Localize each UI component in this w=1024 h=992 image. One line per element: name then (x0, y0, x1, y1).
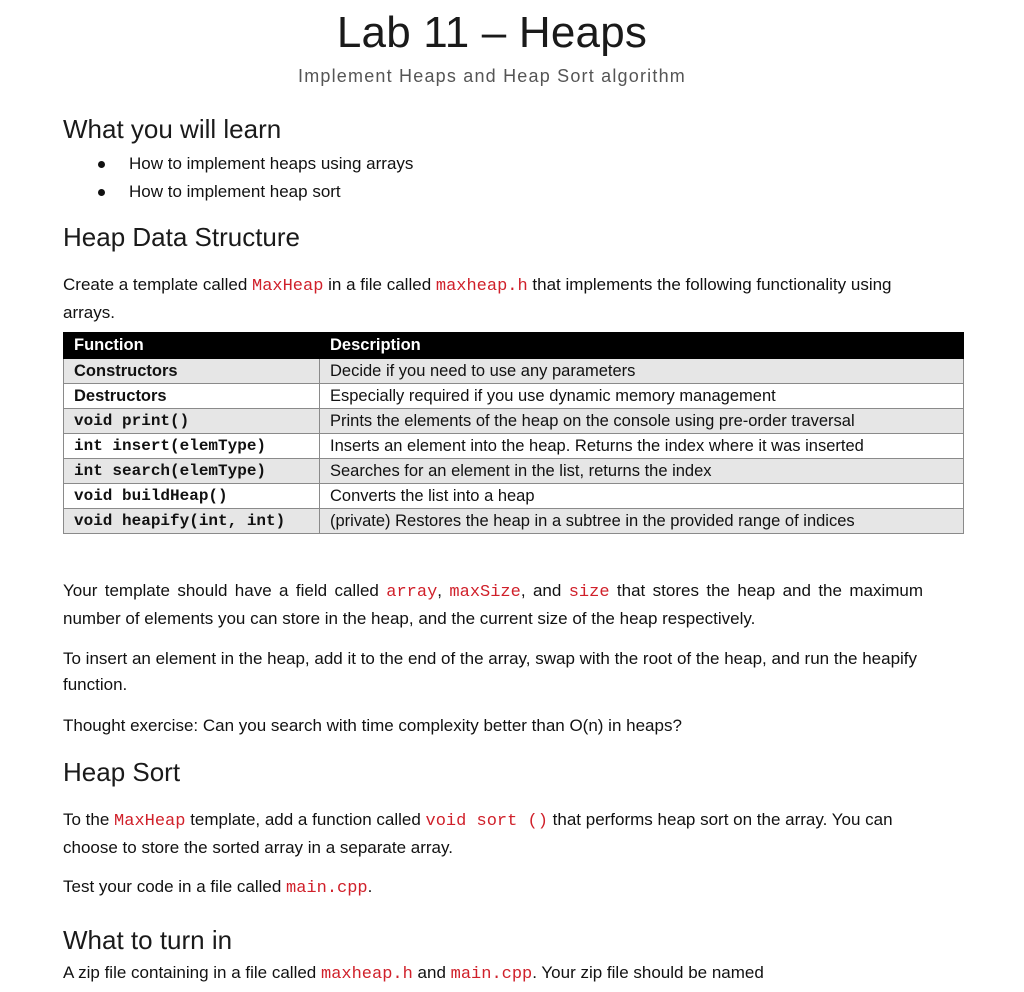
function-name: int insert(elemType) (64, 434, 320, 459)
function-description: Inserts an element into the heap. Returns the index where it was inserted (320, 434, 964, 459)
turn-in-paragraph: A zip file containing in a file called maxheap.h and main.cpp. Your zip file should be named (63, 963, 764, 984)
function-description: Prints the elements of the heap on the console using pre-order traversal (320, 409, 964, 434)
list-item: How to implement heaps using arrays (96, 150, 413, 178)
code-filename: maxheap.h (321, 965, 413, 984)
function-name: void heapify(int, int) (64, 509, 320, 534)
heading-what-to-turn-in: What to turn in (63, 925, 233, 955)
code-main: main.cpp (286, 879, 368, 898)
table-row (64, 484, 964, 509)
function-description: Searches for an element in the list, returns the index (320, 459, 964, 484)
table-row (64, 409, 964, 434)
function-name: void buildHeap() (64, 484, 320, 509)
heap-sort-paragraph: To the MaxHeap template, add a function called void sort () that performs heap sort on the array. You can choose to store the sorted array in a separate array. (63, 810, 893, 857)
function-name: void print() (64, 409, 320, 434)
function-description: Converts the list into a heap (320, 484, 964, 509)
function-description: Especially required if you use dynamic memory management (320, 384, 964, 409)
heading-heap-sort: Heap Sort (63, 757, 181, 787)
learn-list (96, 150, 413, 206)
table-row (64, 384, 964, 409)
insert-paragraph: To insert an element in the heap, add it to the end of the array, swap with the root of the heap, and run the heapify function. (63, 649, 918, 694)
list-item: How to implement heap sort (96, 178, 413, 206)
heading-what-you-will-learn: What you will learn (63, 114, 282, 144)
test-paragraph: Test your code in a file called main.cpp. (63, 877, 373, 898)
function-name: Constructors (64, 359, 320, 384)
page-subtitle: Implement Heaps and Heap Sort algorithm (298, 66, 686, 86)
code-maxheap: MaxHeap (252, 277, 324, 296)
bullet-icon (98, 161, 105, 168)
fields-paragraph: Your template should have a field called array, maxSize, and size that stores the heap and the maximum number of elements you can store in the heap, and the current size of the heap respectively. (63, 581, 924, 628)
code-size: size (568, 583, 610, 602)
code-array: array (386, 583, 438, 602)
table-row (64, 459, 964, 484)
function-description: (private) Restores the heap in a subtree in the provided range of indices (320, 509, 964, 534)
function-description: Decide if you need to use any parameters (320, 359, 964, 384)
thought-paragraph: Thought exercise: Can you search with time complexity better than O(n) in heaps? (63, 716, 682, 735)
table-header-row (64, 333, 964, 359)
code-main: main.cpp (450, 965, 533, 984)
code-sort: void sort () (425, 812, 548, 831)
column-header-description: Description (320, 333, 964, 359)
function-table (63, 332, 964, 534)
function-name: Destructors (64, 384, 320, 409)
intro-paragraph: Create a template called MaxHeap in a file called maxheap.h that implements the following functionality using arrays. (63, 275, 892, 322)
code-maxsize: maxSize (449, 583, 521, 602)
code-maxheap: MaxHeap (114, 812, 186, 831)
table-row (64, 434, 964, 459)
function-name: int search(elemType) (64, 459, 320, 484)
bullet-icon (98, 189, 105, 196)
table-row (64, 509, 964, 534)
column-header-function: Function (64, 333, 320, 359)
page-title: Lab 11 – Heaps (336, 8, 648, 57)
table-row (64, 359, 964, 384)
heading-heap-data-structure: Heap Data Structure (63, 222, 301, 252)
code-filename: maxheap.h (435, 277, 528, 296)
